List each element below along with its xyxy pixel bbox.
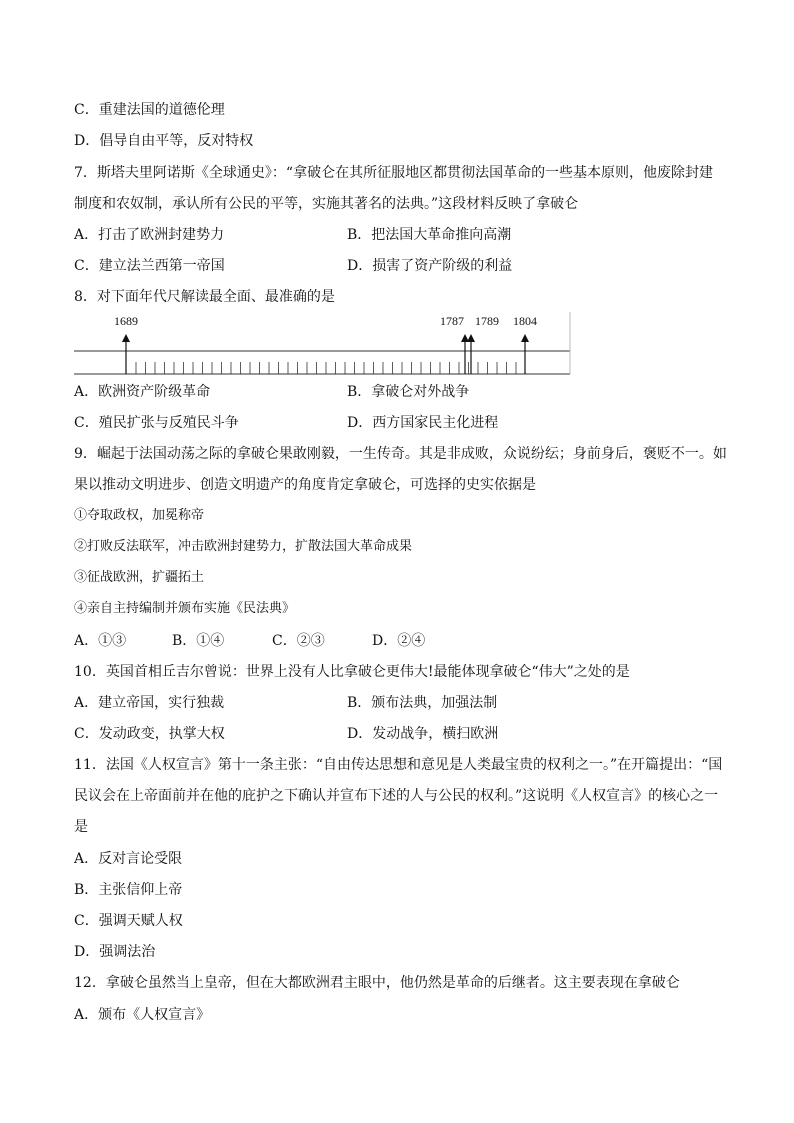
q12-stem: 12．拿破仑虽然当上皇帝，但在大都欧洲君主眼中，他仍然是革命的后继者。这主要表现在拿破仑 [74,975,680,991]
year-label-1789: 1789 [475,314,499,328]
marker-1787 [440,314,469,374]
q11-option-a: A．反对言论受限 [74,851,183,867]
q7-option-b: B．把法国大革命推向高潮 [347,227,512,243]
q10-stem: 10．英国首相丘吉尔曾说：世界上没有人比拿破仑更伟大!最能体现拿破仑“伟大”之处的是 [74,664,630,680]
q11-option-c: C．强调天赋人权 [74,913,183,929]
q8-option-c: C．殖民扩张与反殖民斗争 [74,415,239,431]
q10-option-a: A．建立帝国，实行独裁 [74,695,225,711]
marker-1689 [114,314,138,374]
q10-option-d: D．发动战争，横扫欧洲 [347,726,499,742]
q7-stem-line2: 制度和农奴制，承认所有公民的平等，实施其著名的法典。”这段材料反映了拿破仑 [74,196,579,212]
q12-option-a: A．颁布《人权宣言》 [74,1007,211,1023]
timeline-ticks [136,362,516,374]
q11-stem-line3: 是 [74,819,88,835]
year-label-1787: 1787 [440,314,464,328]
q7-option-c: C．建立法兰西第一帝国 [74,258,225,274]
marker-1789 [467,314,499,374]
q9-stem-line1: 9．崛起于法国动荡之际的拿破仑果敢刚毅，一生传奇。其是非成败，众说纷纭；身前身后，褒贬不一。如 [74,446,727,462]
year-label-1689: 1689 [114,314,138,328]
q6-option-c: C．重建法国的道德伦理 [74,102,225,118]
q9-option-b: B．①④ [172,633,225,649]
q8-option-a: A．欧洲资产阶级革命 [74,384,211,400]
q9-option-a: A．①③ [74,633,127,649]
q11-option-b: B．主张信仰上帝 [74,882,183,898]
q8-option-d: D．西方国家民主化进程 [347,415,499,431]
marker-1804 [513,314,537,374]
q8-timeline [74,312,574,376]
q7-option-a: A．打击了欧洲封建势力 [74,227,225,243]
q6-option-d: D．倡导自由平等，反对特权 [74,133,254,149]
q11-option-d: D．强调法治 [74,944,156,960]
q9-stem-line2: 果以推动文明进步、创造文明遗产的角度肯定拿破仑，可选择的史实依据是 [74,477,536,493]
q9-option-c: C．②③ [272,633,325,649]
q7-stem-line1: 7．斯塔夫里阿诺斯《全球通史》：“拿破仑在其所征服地区都贯彻法国革命的一些基本原则，他废除封建 [74,165,714,181]
q10-option-c: C．发动政变，执掌大权 [74,726,225,742]
q9-item-3: ③征战欧洲，扩疆拓土 [74,570,205,585]
q8-stem: 8．对下面年代尺解读最全面、最准确的是 [74,289,335,305]
q8-option-b: B．拿破仑对外战争 [347,384,470,400]
q10-option-b: B．颁布法典，加强法制 [347,695,498,711]
q7-option-d: D．损害了资产阶级的利益 [347,258,513,274]
q9-item-4: ④亲自主持编制并颁布实施《民法典》 [74,601,296,616]
year-label-1804: 1804 [513,314,537,328]
q9-item-2: ②打败反法联军，冲击欧洲封建势力，扩散法国大革命成果 [74,539,413,554]
q9-option-d: D．②④ [372,633,426,649]
q11-stem-line1: 11．法国《人权宣言》第十一条主张：“自由传达思想和意见是人类最宝贵的权利之一。”在开篇提出：“国 [74,757,723,773]
q9-item-1: ①夺取政权，加冕称帝 [74,508,205,523]
q11-stem-line2: 民议会在上帝面前并在他的庇护之下确认并宣布下述的人与公民的权利。”这说明《人权宣言》的核心之一 [74,788,719,804]
